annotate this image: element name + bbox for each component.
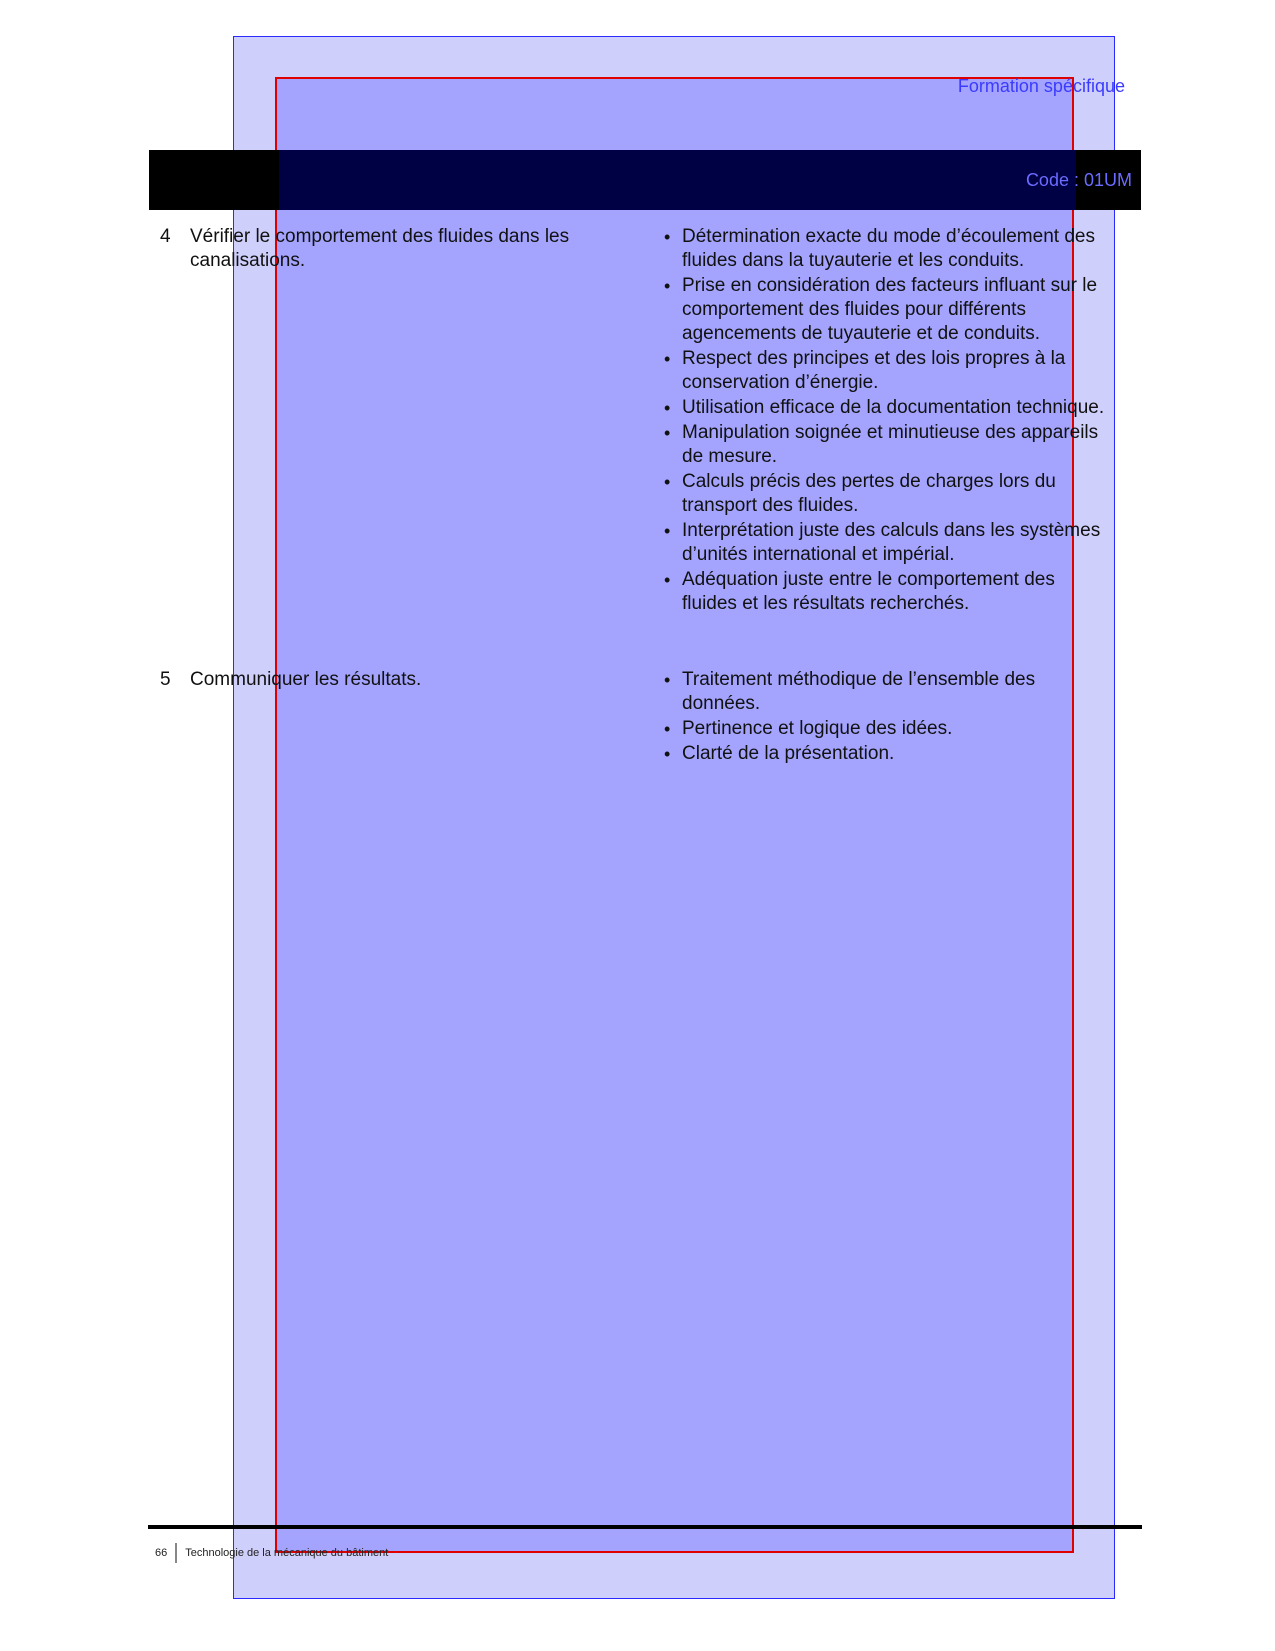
section-4-number: 4 <box>160 226 171 247</box>
section-4-left <box>160 225 630 273</box>
footer-page-number: 66 <box>155 1547 168 1559</box>
section-5-number: 5 <box>160 669 171 690</box>
section-5-title: Communiquer les résultats. <box>190 669 422 690</box>
section-4-criteria <box>660 225 1110 617</box>
footer-title: Technologie de la mécanique du bâtiment <box>185 1547 389 1559</box>
footer-separator <box>175 1543 177 1563</box>
section-4-title: Vérifier le comportement des fluides dans les canalisations. <box>190 226 570 271</box>
section-5-left <box>160 668 630 692</box>
criterion: • Utilisation efficace de la documentation technique. <box>660 396 1110 420</box>
header-band <box>149 150 1141 210</box>
top-right-label: Formation spécifique <box>957 76 1125 96</box>
criterion: • Adéquation juste entre le comportement des fluides et les résultats recherchés. <box>660 568 1110 616</box>
criterion: • Clarté de la présentation. <box>660 742 1110 766</box>
criterion: • Pertinence et logique des idées. <box>660 717 1110 741</box>
criterion: • Interprétation juste des calculs dans les systèmes d’unités international et impérial. <box>660 519 1110 567</box>
criterion: • Détermination exacte du mode d’écoulement des fluides dans la tuyauterie et les conduits. <box>660 225 1110 273</box>
criterion: • Manipulation soignée et minutieuse des appareils de mesure. <box>660 421 1110 469</box>
criterion: • Calculs précis des pertes de charges lors du transport des fluides. <box>660 470 1110 518</box>
criterion: • Prise en considération des facteurs influant sur le comportement des fluides pour différents agencements de tuyauterie et de conduits. <box>660 274 1110 346</box>
code-label: Code : 01UM <box>1025 170 1132 190</box>
criterion: • Respect des principes et des lois propres à la conservation d’énergie. <box>660 347 1110 395</box>
criterion: • Traitement méthodique de l’ensemble des données. <box>660 668 1110 716</box>
footer <box>155 1543 388 1563</box>
section-5-criteria <box>660 668 1110 767</box>
footer-rule <box>148 1525 1142 1529</box>
header-band-inner <box>279 150 1076 210</box>
